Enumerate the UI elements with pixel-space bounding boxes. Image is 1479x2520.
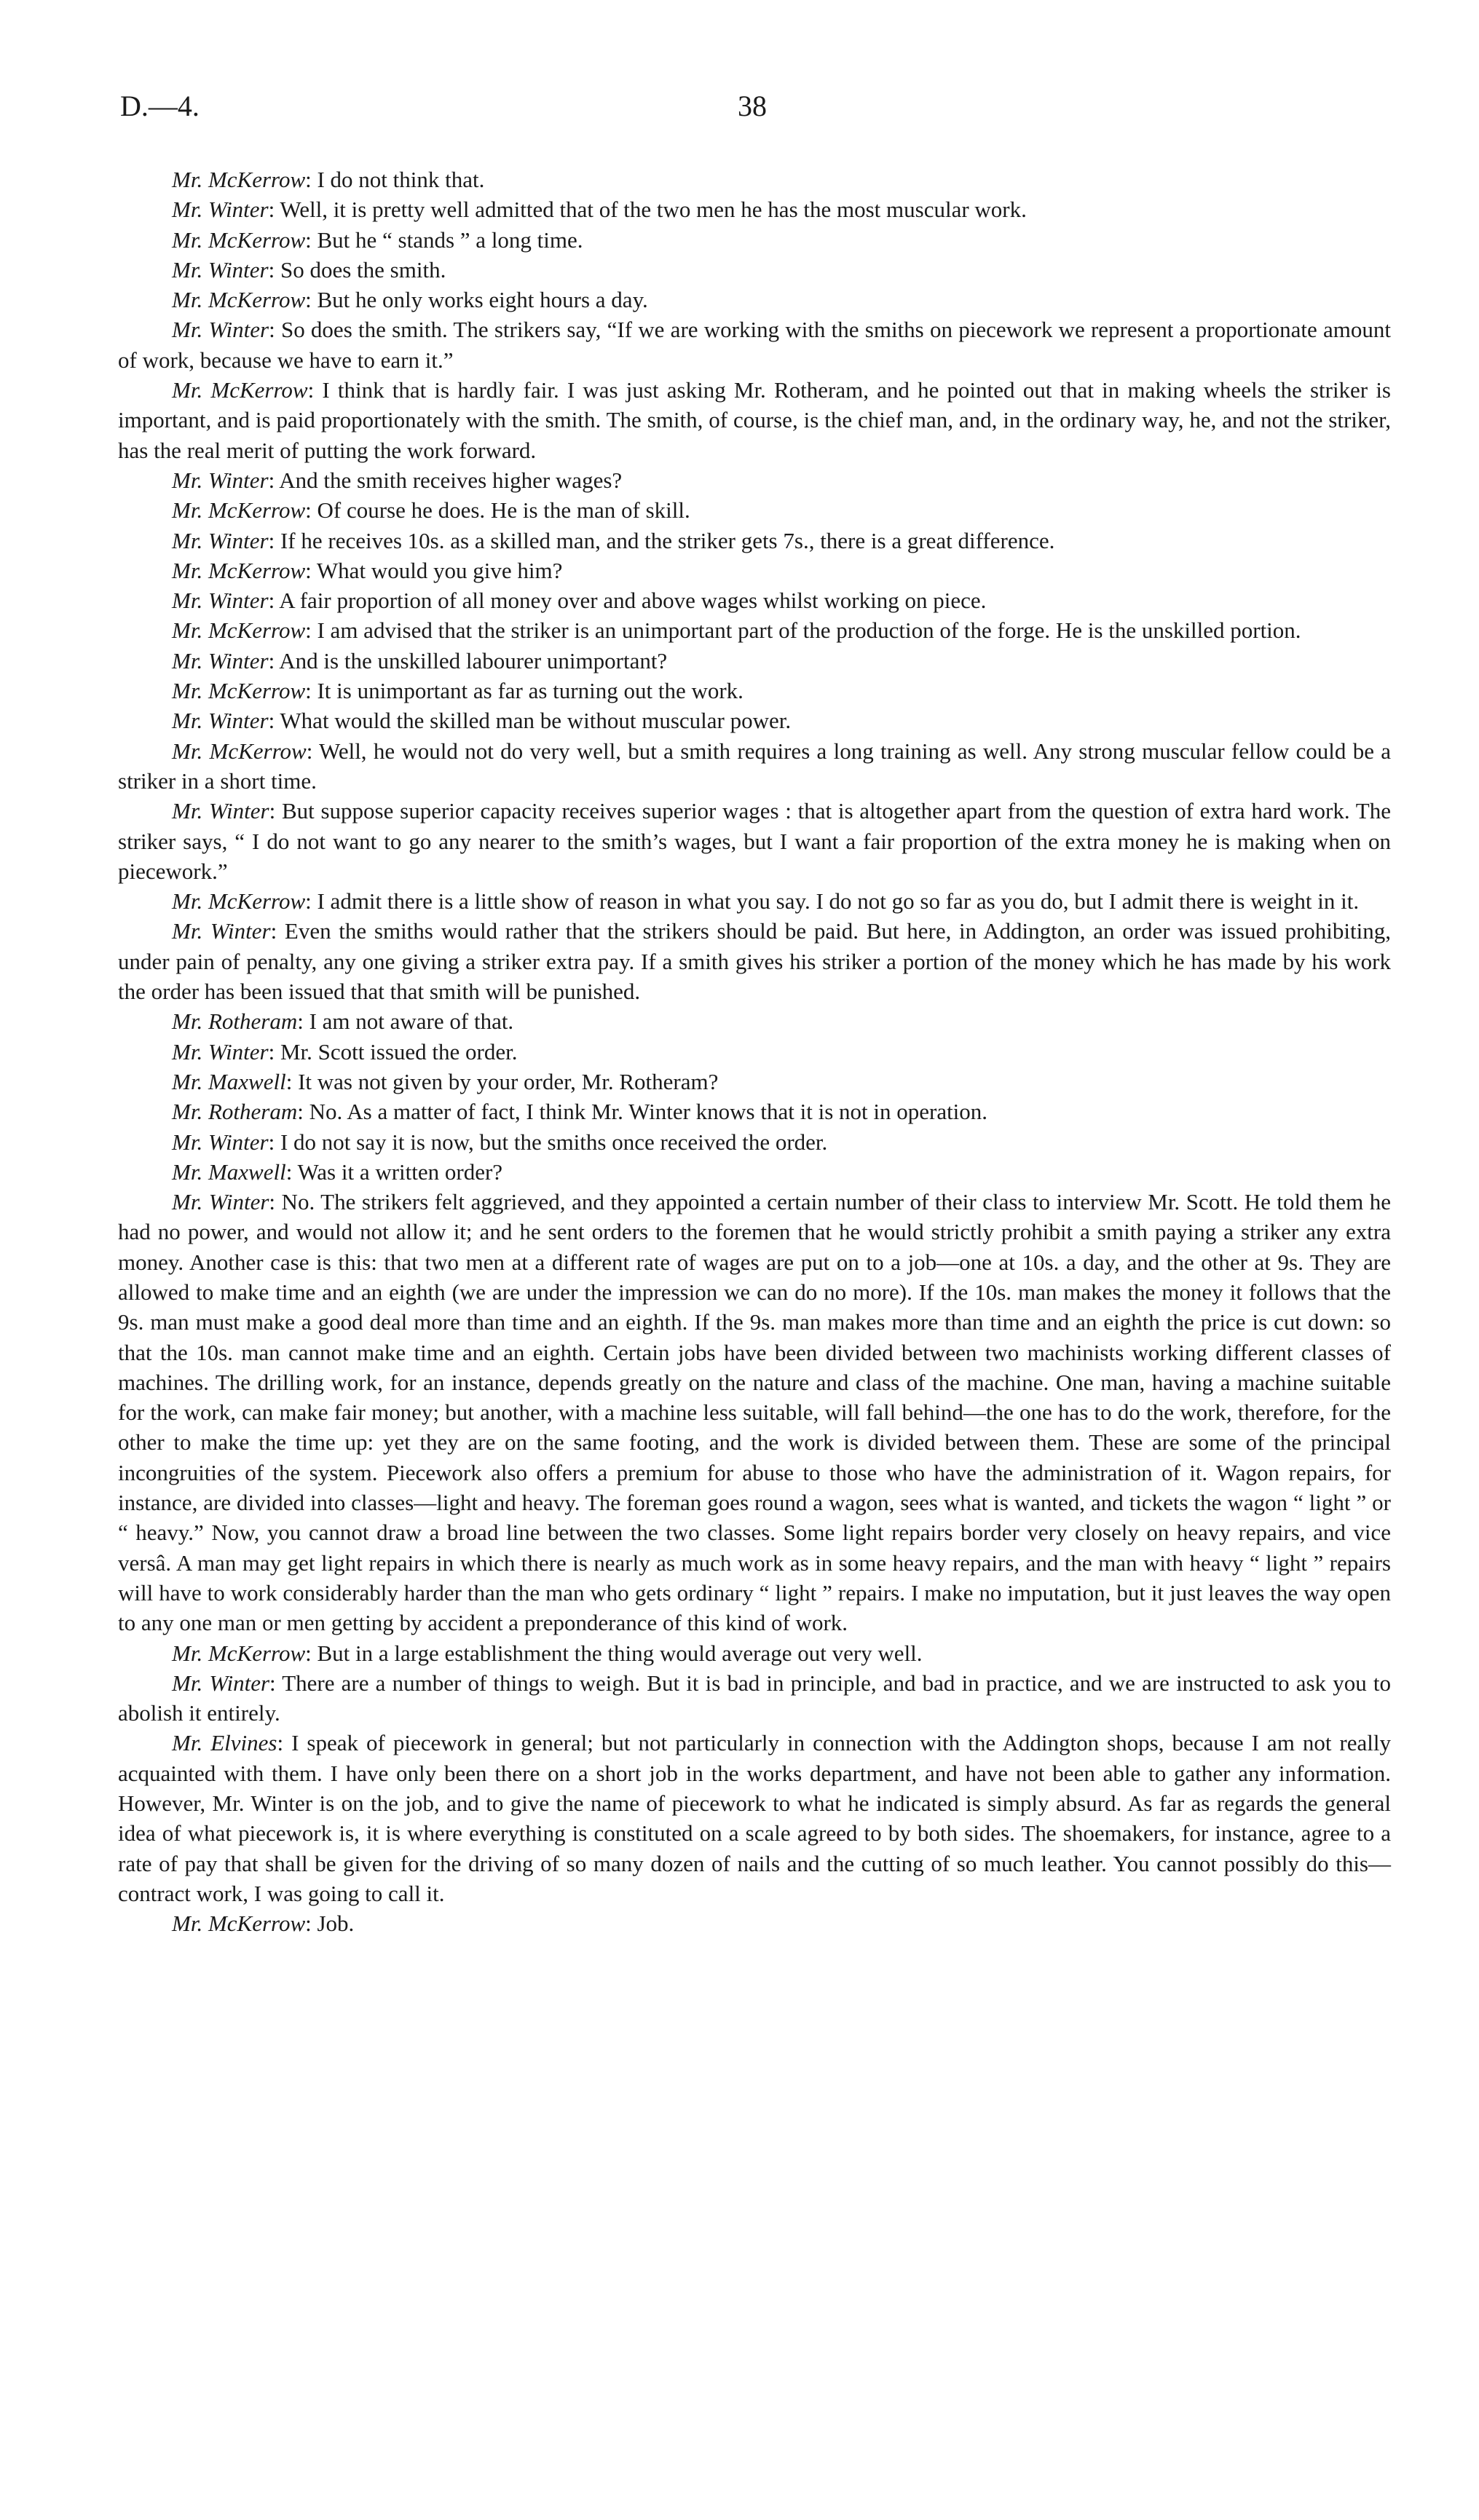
speaker-name: Mr. Maxwell xyxy=(172,1068,286,1094)
speaker-name: Mr. McKerrow xyxy=(172,888,306,915)
speaker-name: Mr. McKerrow xyxy=(172,287,306,313)
transcript-paragraph xyxy=(118,194,1391,224)
transcript-body xyxy=(118,165,1391,1939)
speech-text: : Well, he would not do very well, but a smith requires a long training as well. Any strong muscular fellow could be a striker in a short time. xyxy=(118,738,1392,794)
speech-text: : I do not say it is now, but the smiths once received the order. xyxy=(268,1129,828,1155)
speech-text: : I admit there is a little show of reason in what you say. I do not go so far as you do, but I admit there is weight in it. xyxy=(305,888,1360,915)
speech-text: : Was it a written order? xyxy=(285,1158,503,1185)
speech-text: : I am advised that the striker is an unimportant part of the production of the forge. He is the unskilled portion. xyxy=(305,617,1301,644)
speaker-name: Mr. McKerrow xyxy=(172,557,306,583)
speech-text: : So does the smith. The strikers say, “If we are working with the smiths on piecework we represent a proportionate amount of work, because we have to earn it.” xyxy=(118,317,1391,373)
speaker-name: Mr. Winter xyxy=(172,256,269,283)
page-header xyxy=(120,89,1391,133)
speech-text: : And the smith receives higher wages? xyxy=(268,467,623,493)
speaker-name: Mr. McKerrow xyxy=(172,377,308,403)
speech-text: : But in a large establishment the thing would average out very well. xyxy=(305,1640,923,1666)
speaker-name: Mr. McKerrow xyxy=(172,678,306,704)
transcript-paragraph xyxy=(118,796,1391,886)
speaker-name: Mr. Winter xyxy=(172,588,269,614)
speech-text: : Of course he does. He is the man of skill. xyxy=(305,497,690,524)
speech-text: : Mr. Scott issued the order. xyxy=(268,1038,518,1065)
speech-text: : So does the smith. xyxy=(268,256,446,283)
transcript-paragraph xyxy=(118,1157,1391,1187)
document-reference: D.—4. xyxy=(120,90,200,122)
transcript-paragraph xyxy=(118,255,1391,285)
page-number: 38 xyxy=(738,90,767,122)
transcript-paragraph xyxy=(118,615,1391,645)
speech-text: : There are a number of things to weigh. But it is bad in principle, and bad in practice, and we are instructed to ask you to abolish it entirely. xyxy=(118,1670,1391,1726)
speaker-name: Mr. McKerrow xyxy=(172,167,306,192)
transcript-paragraph xyxy=(118,1638,1391,1668)
transcript-paragraph xyxy=(118,285,1391,315)
transcript-paragraph xyxy=(118,495,1391,525)
speaker-name: Mr. Maxwell xyxy=(172,1158,286,1185)
transcript-paragraph xyxy=(118,375,1391,465)
speaker-name: Mr. McKerrow xyxy=(172,738,307,764)
speech-text: : No. The strikers felt aggrieved, and they appointed a certain number of their class to interview Mr. Scott. He told them he had no power, and would not allow it; and he sent orders to the foremen that he would strictly prohibit a smith paying a striker any extra money. Another case is this: that two men at a different rate of wages are put on to a job—one at 10s. a day, and the other at 9s. They are allowed to make time and an eighth (we are under the impression we can do no more). If the 10s. man makes the money it follows that the 9s. man must make a good deal more than time and an eighth. If the 9s. man makes more than time and an eighth the price is cut down: so that the 10s. man cannot make time and an eighth. Certain jobs have been divided between two machinists working different classes of machines. The drilling work, for an instance, depends greatly on the nature and class of the machine. One man, having a machine suitable for the work, can make fair money; but another, with a machine less suitable, will fall behind—the one has to do the work, therefore, for the other to make the time up: yet they are on the same footing, and the work is divided between them. These are some of the principal incongruities of the system. Piecework also offers a premium for abuse to those who have the administration of it. Wagon repairs, for instance, are divided into classes—light and heavy. The foreman goes round a wagon, sees what is wanted, and tickets the wagon “ light ” or “ heavy.” Now, you cannot draw a broad line between the two classes. Some light repairs border very closely on heavy repairs, and vice versâ. A man may get light repairs in which there is nearly as much work as in some heavy repairs, and the man with heavy “ light ” repairs will have to work considerably harder than the man who gets ordinary “ light ” repairs. I make no imputation, but it just leaves the way open to any one man or men getting by accident a preponderance of this kind of work. xyxy=(118,1189,1391,1636)
speaker-name: Mr. McKerrow xyxy=(172,497,306,524)
speaker-name: Mr. Elvines xyxy=(172,1730,277,1756)
speaker-name: Mr. Winter xyxy=(172,467,269,493)
speech-text: : But he “ stands ” a long time. xyxy=(305,226,583,253)
transcript-paragraph xyxy=(118,165,1391,194)
speech-text: : Job. xyxy=(305,1911,355,1937)
speech-text: : I do not think that. xyxy=(305,167,485,192)
speaker-name: Mr. Rotheram xyxy=(172,1008,298,1035)
transcript-paragraph xyxy=(118,225,1391,255)
transcript-paragraph xyxy=(118,526,1391,556)
speech-text: : But suppose superior capacity receives superior wages : that is altogether apart from the question of extra hard work. The striker says, “ I do not want to go any nearer to the smith’s wages, but I want a fair proportion of the extra money he is making when on piecework.” xyxy=(118,798,1391,884)
transcript-paragraph xyxy=(118,556,1391,585)
speech-text: : Even the smiths would rather that the strikers should be paid. But here, in Addington, an order was issued prohibiting, under pain of penalty, any one giving a striker extra pay. If a smith gives his striker a portion of the money which he has made by his work the order has been issued that that smith will be punished. xyxy=(118,918,1391,1005)
speech-text: : I am not aware of that. xyxy=(297,1008,514,1035)
speech-text: : Well, it is pretty well admitted that of the two men he has the most muscular work. xyxy=(268,197,1027,223)
speaker-name: Mr. Winter xyxy=(172,1129,269,1155)
speaker-name: Mr. McKerrow xyxy=(172,226,306,253)
speaker-name: Mr. Winter xyxy=(172,798,269,824)
transcript-paragraph xyxy=(118,1097,1391,1126)
speaker-name: Mr. Winter xyxy=(172,527,269,553)
transcript-paragraph xyxy=(118,1037,1391,1067)
transcript-paragraph xyxy=(118,585,1391,615)
speaker-name: Mr. Rotheram xyxy=(172,1099,298,1125)
transcript-paragraph xyxy=(118,1187,1391,1638)
transcript-paragraph xyxy=(118,736,1391,797)
transcript-paragraph xyxy=(118,676,1391,706)
speech-text: : But he only works eight hours a day. xyxy=(305,287,648,313)
transcript-paragraph xyxy=(118,646,1391,676)
transcript-paragraph xyxy=(118,315,1391,375)
speech-text: : No. As a matter of fact, I think Mr. Winter knows that it is not in operation. xyxy=(297,1099,988,1125)
speech-text: : If he receives 10s. as a skilled man, and the striker gets 7s., there is a great difference. xyxy=(268,527,1055,553)
speech-text: : I think that is hardly fair. I was just asking Mr. Rotheram, and he pointed out that in making wheels the striker is important, and is paid proportionately with the smith. The smith, of course, is the chief man, and, in the ordinary way, he, and not the striker, has the real merit of putting the work forward. xyxy=(118,377,1391,463)
transcript-paragraph xyxy=(118,465,1391,495)
transcript-paragraph xyxy=(118,886,1391,916)
speech-text: : It was not given by your order, Mr. Rotheram? xyxy=(285,1068,719,1094)
transcript-paragraph xyxy=(118,916,1391,1006)
transcript-paragraph xyxy=(118,1006,1391,1036)
transcript-paragraph xyxy=(118,1908,1391,1938)
speaker-name: Mr. Winter xyxy=(172,197,269,223)
speaker-name: Mr. Winter xyxy=(172,1038,269,1065)
speech-text: : What would you give him? xyxy=(305,557,563,583)
speaker-name: Mr. McKerrow xyxy=(172,1911,306,1937)
speaker-name: Mr. Winter xyxy=(172,918,271,944)
speech-text: : What would the skilled man be without muscular power. xyxy=(268,708,792,734)
transcript-paragraph xyxy=(118,706,1391,735)
speaker-name: Mr. Winter xyxy=(172,317,269,343)
speaker-name: Mr. McKerrow xyxy=(172,617,306,644)
speaker-name: Mr. Winter xyxy=(172,1670,270,1696)
transcript-paragraph xyxy=(118,1067,1391,1097)
speech-text: : A fair proportion of all money over and above wages whilst working on piece. xyxy=(268,588,987,614)
transcript-paragraph xyxy=(118,1728,1391,1908)
speaker-name: Mr. McKerrow xyxy=(172,1640,306,1666)
speaker-name: Mr. Winter xyxy=(172,708,269,734)
speaker-name: Mr. Winter xyxy=(172,647,269,674)
transcript-paragraph xyxy=(118,1668,1391,1729)
transcript-paragraph xyxy=(118,1127,1391,1157)
speech-text: : It is unimportant as far as turning out the work. xyxy=(305,678,744,704)
speech-text: : I speak of piecework in general; but not particularly in connection with the Addington shops, because I am not really acquainted with them. I have only been there on a short job in the works department, and have not been able to gather any information. However, Mr. Winter is on the job, and to give the name of piecework to what he indicated is simply absurd. As far as regards the general idea of what piecework is, it is where everything is constituted on a scale agreed to by both sides. The shoemakers, for instance, agree to a rate of pay that shall be given for the driving of so many dozen of nails and the cutting of so much leather. You cannot possibly do this—contract work, I was going to call it. xyxy=(118,1730,1392,1906)
speech-text: : And is the unskilled labourer unimportant? xyxy=(268,647,668,674)
speaker-name: Mr. Winter xyxy=(172,1189,269,1215)
